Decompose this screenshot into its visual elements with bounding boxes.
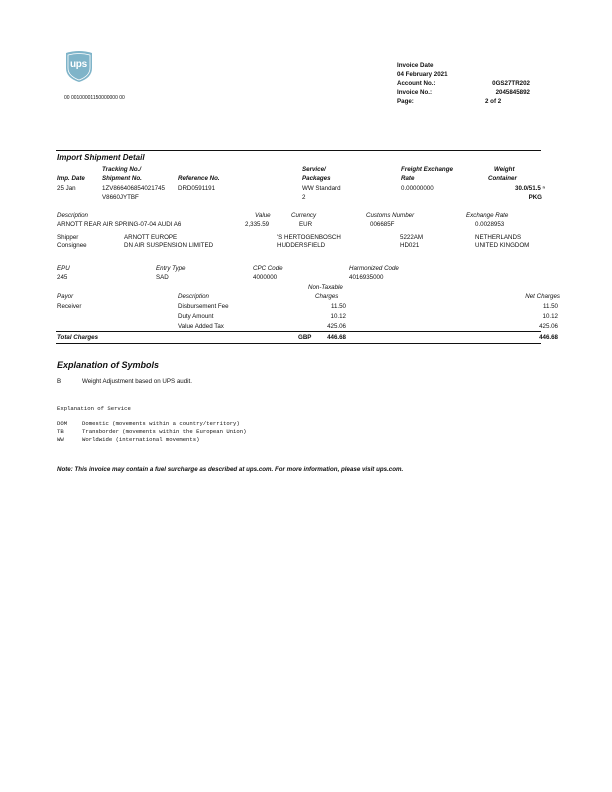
- currency-label: Currency: [291, 212, 317, 219]
- col-reference: Reference No.: [178, 175, 220, 182]
- charge-amount: 425.06: [327, 323, 346, 330]
- charge-desc: Value Added Tax: [178, 323, 224, 330]
- service-code: WW: [57, 436, 64, 443]
- packages: 2: [302, 194, 306, 201]
- page-label: Page:: [397, 98, 414, 105]
- value: 2,335.59: [245, 221, 270, 228]
- charge-desc: Duty Amount: [178, 313, 214, 320]
- col-freight-top: Freight Exchange: [401, 166, 453, 173]
- description: ARNOTT REAR AIR SPRING-07-04 AUDI A6: [57, 221, 182, 228]
- service-code: DOM: [57, 420, 68, 427]
- service-code: TB: [57, 428, 64, 435]
- harmonized-code: 4016935000: [349, 274, 384, 281]
- service-text: Transborder (movements within the European Union): [82, 428, 247, 435]
- net-charges-label: Net Charges: [525, 293, 560, 300]
- total-rule-top: [56, 331, 541, 332]
- col-imp-date: Imp. Date: [57, 175, 85, 182]
- cpc-code-label: CPC Code: [253, 265, 283, 272]
- page-value: 2 of 2: [485, 98, 502, 105]
- rate: 0.00000000: [401, 185, 434, 192]
- payor: Receiver: [57, 303, 82, 310]
- cpc-code: 4000000: [253, 274, 278, 281]
- charge-description-label: Description: [178, 293, 209, 300]
- charge-desc: Disbursement Fee: [178, 303, 229, 310]
- shipper-postal: 5222AM: [400, 234, 424, 241]
- col-shipment-no: Shipment No.: [102, 175, 142, 182]
- service-text: Domestic (movements within a country/territory): [82, 420, 240, 427]
- col-packages: Packages: [302, 175, 331, 182]
- col-container: Container: [488, 175, 517, 182]
- service-title: Explanation of Service: [57, 405, 131, 412]
- payor-label: Payor: [57, 293, 74, 300]
- charge-net: 425.06: [539, 323, 558, 330]
- service-text: Worldwide (international movements): [82, 436, 200, 443]
- consignee-postal: HD021: [400, 242, 420, 249]
- account-label: Account No.:: [397, 80, 436, 87]
- shipment-no: V8660JYTBF: [102, 194, 139, 201]
- consignee-city: HUDDERSFIELD: [277, 242, 326, 249]
- value-label: Value: [255, 212, 271, 219]
- epu-label: EPU: [57, 265, 70, 272]
- col-rate: Rate: [401, 175, 415, 182]
- description-label: Description: [57, 212, 88, 219]
- charge-amount: 10.12: [330, 313, 346, 320]
- ups-logo-text: ups: [70, 59, 87, 70]
- shipper-city: 'S HERTOGENBOSCH: [277, 234, 341, 241]
- harmonized-code-label: Harmonized Code: [349, 265, 399, 272]
- barcode-line: 00 00100001150000000 00: [64, 95, 125, 101]
- charge-amount: 11.50: [330, 303, 346, 310]
- charges-label: Charges: [315, 293, 339, 300]
- symbol-b-text: Weight Adjustment based on UPS audit.: [82, 378, 192, 385]
- tracking-no: 1ZV866406854021745: [102, 185, 165, 192]
- service: WW Standard: [302, 185, 341, 192]
- currency: EUR: [299, 221, 313, 228]
- fuel-surcharge-note: Note: This invoice may contain a fuel surcharge as described at ups.com. For more information, please visit ups.com.: [57, 466, 404, 473]
- consignee-country: UNITED KINGDOM: [475, 242, 530, 249]
- account-value: 0GS27TR202: [492, 80, 530, 87]
- shipper-name: ARNOTT EUROPE: [124, 234, 178, 241]
- total-net: 446.68: [539, 334, 558, 341]
- reference-no: DRD0591191: [178, 185, 216, 192]
- col-tracking-top: Tracking No./: [102, 166, 142, 173]
- invoice-date: 04 February 2021: [397, 71, 448, 78]
- container: PKG: [528, 194, 542, 201]
- imp-date: 25 Jan: [57, 185, 76, 192]
- col-service-top: Service/: [302, 166, 326, 173]
- charge-net: 11.50: [542, 303, 558, 310]
- exchange-rate: 0.0028953: [475, 221, 505, 228]
- invoice-date-label: Invoice Date: [397, 62, 434, 69]
- invoice-no-value: 2045845892: [495, 89, 530, 96]
- total-charges: 446.68: [327, 334, 346, 341]
- symbols-title: Explanation of Symbols: [57, 360, 160, 370]
- charge-net: 10.12: [542, 313, 558, 320]
- symbol-b-key: B: [57, 378, 62, 385]
- customs-number: 006685F: [370, 221, 395, 228]
- customs-number-label: Customs Number: [366, 212, 415, 219]
- import-detail-title: Import Shipment Detail: [57, 153, 145, 162]
- total-currency: GBP: [298, 334, 312, 341]
- consignee-label: Consignee: [57, 242, 87, 249]
- entry-type: SAD: [156, 274, 169, 281]
- exchange-rate-label: Exchange Rate: [466, 212, 509, 219]
- invoice-no-label: Invoice No.:: [397, 89, 433, 96]
- shipper-country: NETHERLANDS: [475, 234, 522, 241]
- total-charges-label: Total Charges: [57, 334, 99, 341]
- top-rule: [56, 150, 541, 151]
- weight: 30.0/51.5 ⁿ: [515, 185, 545, 192]
- epu: 245: [57, 274, 68, 281]
- shipper-label: Shipper: [57, 234, 79, 241]
- non-taxable-label: Non-Taxable: [308, 284, 343, 291]
- col-weight-top: Weight: [494, 166, 515, 173]
- total-rule-bottom: [56, 343, 541, 344]
- consignee-name: DN AIR SUSPENSION LIMITED: [124, 242, 214, 249]
- ups-logo: [64, 50, 94, 85]
- entry-type-label: Entry Type: [156, 265, 186, 272]
